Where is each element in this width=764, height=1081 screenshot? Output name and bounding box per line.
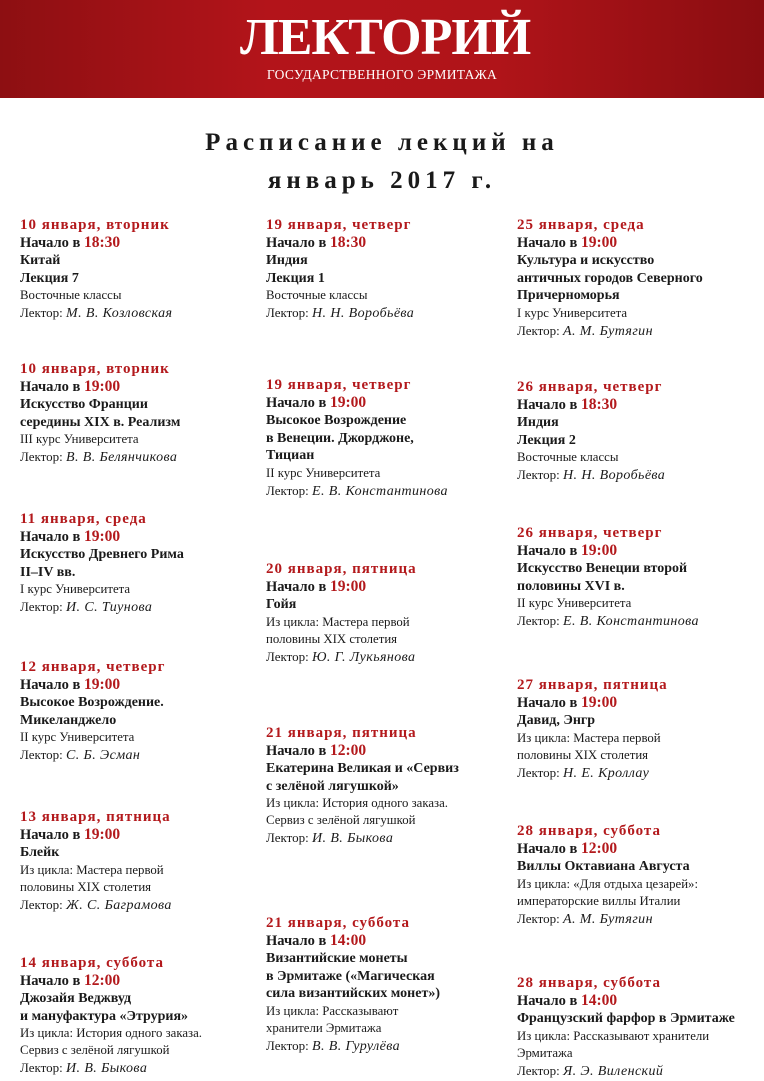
lecture-title: Византийские монеты bbox=[266, 951, 408, 966]
start-label: Начало в bbox=[517, 695, 581, 711]
lecture-title: Блейк bbox=[20, 845, 60, 860]
lecture-date: 25 января, среда bbox=[517, 217, 645, 233]
lecture-title: Давид, Энгр bbox=[517, 713, 596, 728]
lecturer-name: И. В. Быкова bbox=[66, 1061, 148, 1076]
lecturer-name: И. С. Тиунова bbox=[66, 600, 153, 615]
lecturer-name: Н. Е. Кроллау bbox=[563, 765, 650, 781]
start-label: Начало в bbox=[20, 677, 84, 693]
lecturer-name: М. В. Козловская bbox=[66, 306, 173, 321]
lecture-date: 10 января, вторник bbox=[20, 217, 170, 233]
lecturer-label: Лектор: bbox=[517, 764, 564, 780]
logo-subtitle: ГОСУДАРСТВЕННОГО ЭРМИТАЖА bbox=[266, 67, 498, 82]
start-label: Начало в bbox=[517, 397, 581, 413]
lecture-title: сила византийских монет») bbox=[266, 986, 440, 1001]
lecture-date: 27 января, пятница bbox=[517, 677, 668, 693]
lecturer-label: Лектор: bbox=[266, 648, 313, 664]
start-time: 14:00 bbox=[580, 992, 618, 1009]
lecture-date: 11 января, среда bbox=[20, 511, 147, 527]
start-label: Начало в bbox=[20, 827, 84, 843]
start-time: 18:30 bbox=[580, 396, 618, 413]
lecture-title: Французский фарфор в Эрмитаже bbox=[517, 1011, 735, 1026]
lecturer-line bbox=[266, 304, 510, 323]
lecture-series: Восточные классы bbox=[20, 288, 122, 302]
lecturer-label: Лектор: bbox=[20, 747, 67, 762]
page-title-line1: Расписание лекций на bbox=[205, 129, 559, 156]
lecturer-label: Лектор: bbox=[20, 599, 67, 614]
start-time-line bbox=[266, 234, 510, 252]
start-time-line bbox=[517, 992, 762, 1010]
lecture-date: 19 января, четверг bbox=[266, 377, 412, 393]
lecture-entry bbox=[517, 974, 762, 1081]
lecture-date: 20 января, пятница bbox=[266, 561, 417, 577]
start-time: 12:00 bbox=[580, 840, 618, 857]
lecturer-line bbox=[266, 648, 510, 667]
lecture-title: Высокое Возрождение bbox=[266, 413, 407, 428]
lecturer-name: А. М. Бутягин bbox=[563, 323, 653, 339]
lecturer-line bbox=[517, 322, 762, 341]
lecturer-label: Лектор: bbox=[517, 910, 564, 926]
start-label: Начало в bbox=[266, 395, 330, 411]
lecture-title: Причерноморья bbox=[517, 288, 620, 303]
lecturer-name: С. Б. Эсман bbox=[66, 748, 141, 763]
lecture-entry bbox=[266, 914, 510, 1056]
lecturer-name: Н. Н. Воробьёва bbox=[563, 468, 666, 483]
lecturer-name: Е. В. Константинова bbox=[563, 614, 699, 629]
lecture-date: 26 января, четверг bbox=[517, 379, 663, 395]
lecturer-line bbox=[266, 1037, 510, 1056]
lecture-title: середины XIX в. Реализм bbox=[20, 414, 181, 430]
start-time: 19:00 bbox=[83, 676, 121, 693]
lecture-entry bbox=[517, 378, 762, 485]
lecturer-name: В. В. Белянчикова bbox=[66, 450, 178, 465]
lecturer-label: Лектор: bbox=[20, 896, 67, 912]
start-time-line bbox=[20, 826, 258, 844]
lecturer-label: Лектор: bbox=[517, 322, 564, 338]
lecture-title: Лекция 7 bbox=[20, 270, 79, 286]
lecture-title: Лекция 2 bbox=[517, 432, 576, 448]
lecture-series: Сервиз с зелёной лягушкой bbox=[20, 1043, 170, 1057]
lecture-date: 14 января, суббота bbox=[20, 955, 164, 971]
lecture-title: Искусство Франции bbox=[20, 397, 148, 412]
lecturer-name: А. М. Бутягин bbox=[563, 911, 653, 927]
start-time: 19:00 bbox=[580, 694, 618, 711]
lecture-entry bbox=[266, 216, 510, 323]
lecture-entry bbox=[517, 524, 762, 631]
logo-title: ЛЕКТОРИЙ bbox=[240, 9, 531, 66]
lecture-title: античных городов Северного bbox=[517, 270, 703, 286]
lecturer-label: Лектор: bbox=[517, 613, 564, 628]
lecture-date: 26 января, четверг bbox=[517, 525, 663, 541]
start-time-line bbox=[266, 394, 510, 412]
lecturer-label: Лектор: bbox=[20, 449, 67, 464]
lecture-entry bbox=[517, 822, 762, 929]
lecture-title: Гойя bbox=[266, 597, 297, 612]
lecture-entry bbox=[20, 360, 258, 467]
lecturer-name: Ж. С. Баграмова bbox=[66, 897, 172, 913]
start-time-line bbox=[517, 396, 762, 414]
lecture-series: половины XIX столетия bbox=[20, 879, 152, 894]
lecture-title: Виллы Октавиана Августа bbox=[517, 859, 690, 874]
lecturer-label: Лектор: bbox=[266, 482, 313, 498]
lecture-title: Высокое Возрождение. bbox=[20, 695, 164, 710]
lecture-series: Из цикла: История одного заказа. bbox=[266, 796, 448, 810]
lecturer-line bbox=[20, 1059, 258, 1078]
lecturer-name: Е. В. Константинова bbox=[312, 483, 448, 499]
lecturer-line bbox=[20, 598, 258, 617]
lecture-title: с зелёной лягушкой» bbox=[266, 778, 399, 794]
start-time: 19:00 bbox=[329, 394, 367, 411]
lecture-title: Китай bbox=[20, 253, 61, 268]
lecture-title: Микеланджело bbox=[20, 712, 117, 728]
lecture-series: Восточные классы bbox=[266, 288, 368, 302]
start-label: Начало в bbox=[20, 973, 84, 989]
lecture-title: Искусство Венеции второй bbox=[517, 561, 688, 576]
lecture-series: II курс Университета bbox=[266, 465, 381, 480]
lecture-entry bbox=[20, 216, 258, 323]
lecture-series: половины XIX столетия bbox=[266, 631, 398, 646]
lecturer-name: Н. Н. Воробьёва bbox=[312, 306, 415, 321]
lecture-date: 21 января, пятница bbox=[266, 725, 417, 741]
lecture-entry bbox=[517, 216, 762, 341]
start-time-line bbox=[266, 742, 510, 760]
lecturer-name: Я. Э. Виленский bbox=[563, 1063, 664, 1079]
lecture-entry bbox=[266, 376, 510, 501]
lecture-entry bbox=[517, 676, 762, 783]
start-time: 12:00 bbox=[329, 742, 367, 759]
lecture-date: 28 января, суббота bbox=[517, 975, 661, 991]
lecture-title: Искусство Древнего Рима bbox=[20, 547, 184, 562]
lecturer-line bbox=[266, 482, 510, 501]
start-label: Начало в bbox=[20, 235, 84, 251]
lecture-series: Восточные классы bbox=[517, 450, 619, 464]
lecture-series: I курс Университета bbox=[20, 582, 131, 596]
start-label: Начало в bbox=[517, 543, 581, 559]
start-time: 19:00 bbox=[329, 578, 367, 595]
lecture-date: 10 января, вторник bbox=[20, 361, 170, 377]
lecture-title: Екатерина Великая и «Сервиз bbox=[266, 761, 459, 776]
lecturer-line bbox=[517, 466, 762, 485]
lecture-series: Из цикла: Рассказывают bbox=[266, 1003, 399, 1018]
lecture-series: III курс Университета bbox=[20, 432, 139, 446]
lecturer-line bbox=[266, 829, 510, 848]
start-time-line bbox=[20, 528, 258, 546]
start-time-line bbox=[517, 840, 762, 858]
start-time: 19:00 bbox=[83, 826, 121, 843]
start-time: 19:00 bbox=[83, 528, 121, 545]
start-label: Начало в bbox=[517, 841, 581, 857]
start-time: 18:30 bbox=[83, 234, 121, 251]
lecturer-line bbox=[20, 448, 258, 467]
start-label: Начало в bbox=[266, 235, 330, 251]
lecturer-label: Лектор: bbox=[266, 305, 313, 320]
lecture-entry bbox=[266, 560, 510, 667]
start-time: 18:30 bbox=[329, 234, 367, 251]
start-label: Начало в bbox=[266, 579, 330, 595]
lecture-title: II–IV вв. bbox=[20, 564, 76, 580]
lecturer-label: Лектор: bbox=[266, 830, 313, 845]
start-time: 19:00 bbox=[83, 378, 121, 395]
start-label: Начало в bbox=[517, 993, 581, 1009]
lecturer-label: Лектор: bbox=[20, 1060, 67, 1075]
lecture-title: Индия bbox=[266, 253, 308, 268]
lecture-series: Из цикла: Мастера первой bbox=[266, 614, 410, 629]
lecture-date: 21 января, суббота bbox=[266, 915, 410, 931]
lecture-series: Из цикла: Мастера первой bbox=[517, 730, 661, 745]
lecture-series: Из цикла: Рассказывают хранители bbox=[517, 1028, 710, 1043]
start-time-line bbox=[517, 542, 762, 560]
lecture-date: 28 января, суббота bbox=[517, 823, 661, 839]
lecture-series: II курс Университета bbox=[20, 730, 135, 744]
start-time-line bbox=[266, 932, 510, 950]
start-label: Начало в bbox=[517, 235, 581, 251]
lecturer-name: В. В. Гурулёва bbox=[312, 1038, 401, 1054]
lecturer-line bbox=[517, 1062, 762, 1081]
lecturer-label: Лектор: bbox=[517, 1062, 564, 1078]
lecture-date: 19 января, четверг bbox=[266, 217, 412, 233]
lecture-title: и мануфактура «Этрурия» bbox=[20, 1008, 189, 1024]
lecture-title: Индия bbox=[517, 415, 559, 430]
start-time-line bbox=[20, 378, 258, 396]
start-time-line bbox=[517, 234, 762, 252]
lecture-entry bbox=[20, 954, 258, 1078]
lecture-series: половины XIX столетия bbox=[517, 747, 649, 762]
lecturer-label: Лектор: bbox=[266, 1037, 313, 1053]
start-time-line bbox=[20, 234, 258, 252]
lecture-series: хранители Эрмитажа bbox=[266, 1020, 382, 1035]
lecture-series: Из цикла: «Для отдыха цезарей»: bbox=[517, 876, 698, 891]
lecture-date: 13 января, пятница bbox=[20, 809, 171, 825]
lecture-series: Из цикла: Мастера первой bbox=[20, 862, 164, 877]
start-time: 19:00 bbox=[580, 542, 618, 559]
start-label: Начало в bbox=[20, 529, 84, 545]
lecture-series: I курс Университета bbox=[517, 305, 628, 320]
header-banner bbox=[0, 0, 764, 98]
lecture-series: императорские виллы Италии bbox=[517, 893, 681, 908]
start-label: Начало в bbox=[266, 743, 330, 759]
lecture-title: Тициан bbox=[266, 448, 315, 463]
lecture-entry bbox=[20, 808, 258, 915]
lecturer-line bbox=[517, 764, 762, 783]
lecture-series: Из цикла: История одного заказа. bbox=[20, 1026, 202, 1040]
lecture-series: II курс Университета bbox=[517, 596, 632, 610]
lecture-entry bbox=[20, 510, 258, 617]
lecturer-name: Ю. Г. Лукьянова bbox=[312, 649, 416, 665]
lecture-series: Сервиз с зелёной лягушкой bbox=[266, 813, 416, 827]
start-time-line bbox=[20, 972, 258, 990]
lecture-series: Эрмитажа bbox=[517, 1045, 573, 1060]
lecture-date: 12 января, четверг bbox=[20, 659, 166, 675]
start-label: Начало в bbox=[266, 933, 330, 949]
lecturer-label: Лектор: bbox=[20, 305, 67, 320]
lecturer-line bbox=[517, 612, 762, 631]
lecturer-line bbox=[20, 896, 258, 915]
start-label: Начало в bbox=[20, 379, 84, 395]
lecturer-line bbox=[20, 746, 258, 765]
lecturer-label: Лектор: bbox=[517, 467, 564, 482]
lecture-title: Культура и искусство bbox=[517, 253, 655, 268]
lecture-entry bbox=[20, 658, 258, 765]
lecture-title: в Эрмитаже («Магическая bbox=[266, 968, 435, 984]
lecture-title: Лекция 1 bbox=[266, 270, 325, 286]
lecturer-line bbox=[20, 304, 258, 323]
lecturer-line bbox=[517, 910, 762, 929]
lecture-title: в Венеции. Джорджоне, bbox=[266, 430, 414, 446]
start-time-line bbox=[517, 694, 762, 712]
start-time: 14:00 bbox=[329, 932, 367, 949]
lecture-title: половины XVI в. bbox=[517, 578, 625, 594]
lecture-title: Джозайя Веджвуд bbox=[20, 991, 132, 1006]
start-time-line bbox=[20, 676, 258, 694]
page-title-line2: январь 2017 г. bbox=[267, 167, 497, 194]
start-time-line bbox=[266, 578, 510, 596]
lecture-entry bbox=[266, 724, 510, 848]
start-time: 12:00 bbox=[83, 972, 121, 989]
start-time: 19:00 bbox=[580, 234, 618, 251]
lecturer-name: И. В. Быкова bbox=[312, 831, 394, 846]
